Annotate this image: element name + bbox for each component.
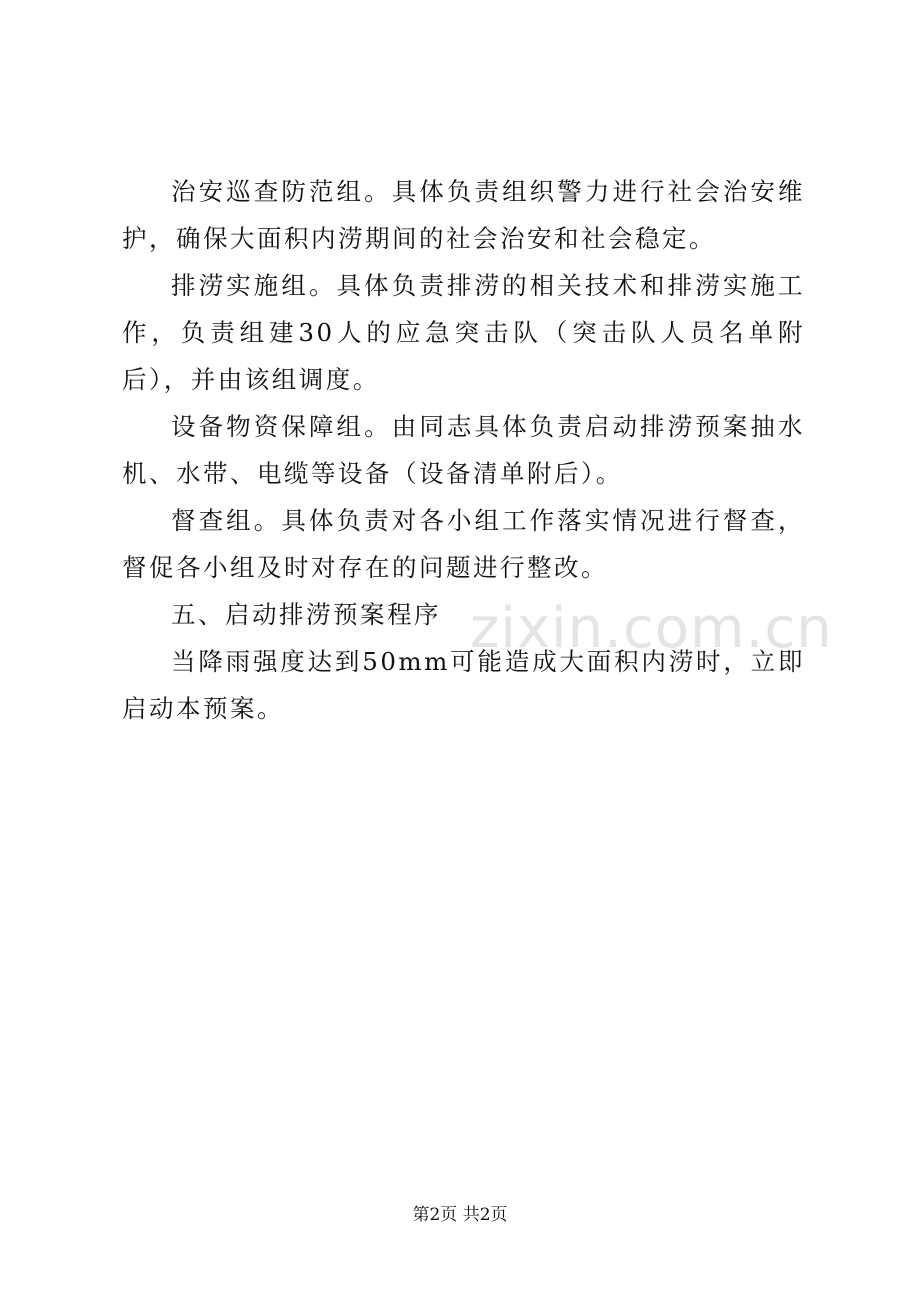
document-body: [122, 168, 805, 732]
page-footer: 第2页 共2页: [412, 1205, 508, 1225]
paragraph-security-patrol: 治安巡查防范组。具体负责组织警力进行社会治安维护，确保大面积内涝期间的社会治安和社会稳定。: [122, 177, 805, 253]
watermark: zixin.com.cn: [470, 596, 833, 661]
paragraph-equipment-supply: 设备物资保障组。由同志具体负责启动排涝预案抽水机、水带、电缆等设备（设备清单附后）。: [122, 412, 805, 488]
section-heading: 五、启动排涝预案程序: [171, 600, 441, 629]
paragraph-activation: 当降雨强度达到50mm可能造成大面积内涝时，立即启动本预案。: [122, 647, 805, 723]
paragraph-supervision: 督查组。具体负责对各小组工作落实情况进行督查，督促各小组及时对存在的问题进行整改。: [122, 506, 805, 582]
paragraph-drainage-implementation: 排涝实施组。具体负责排涝的相关技术和排涝实施工作，负责组建30人的应急突击队（突击队人员名单附后），并由该组调度。: [122, 271, 805, 394]
